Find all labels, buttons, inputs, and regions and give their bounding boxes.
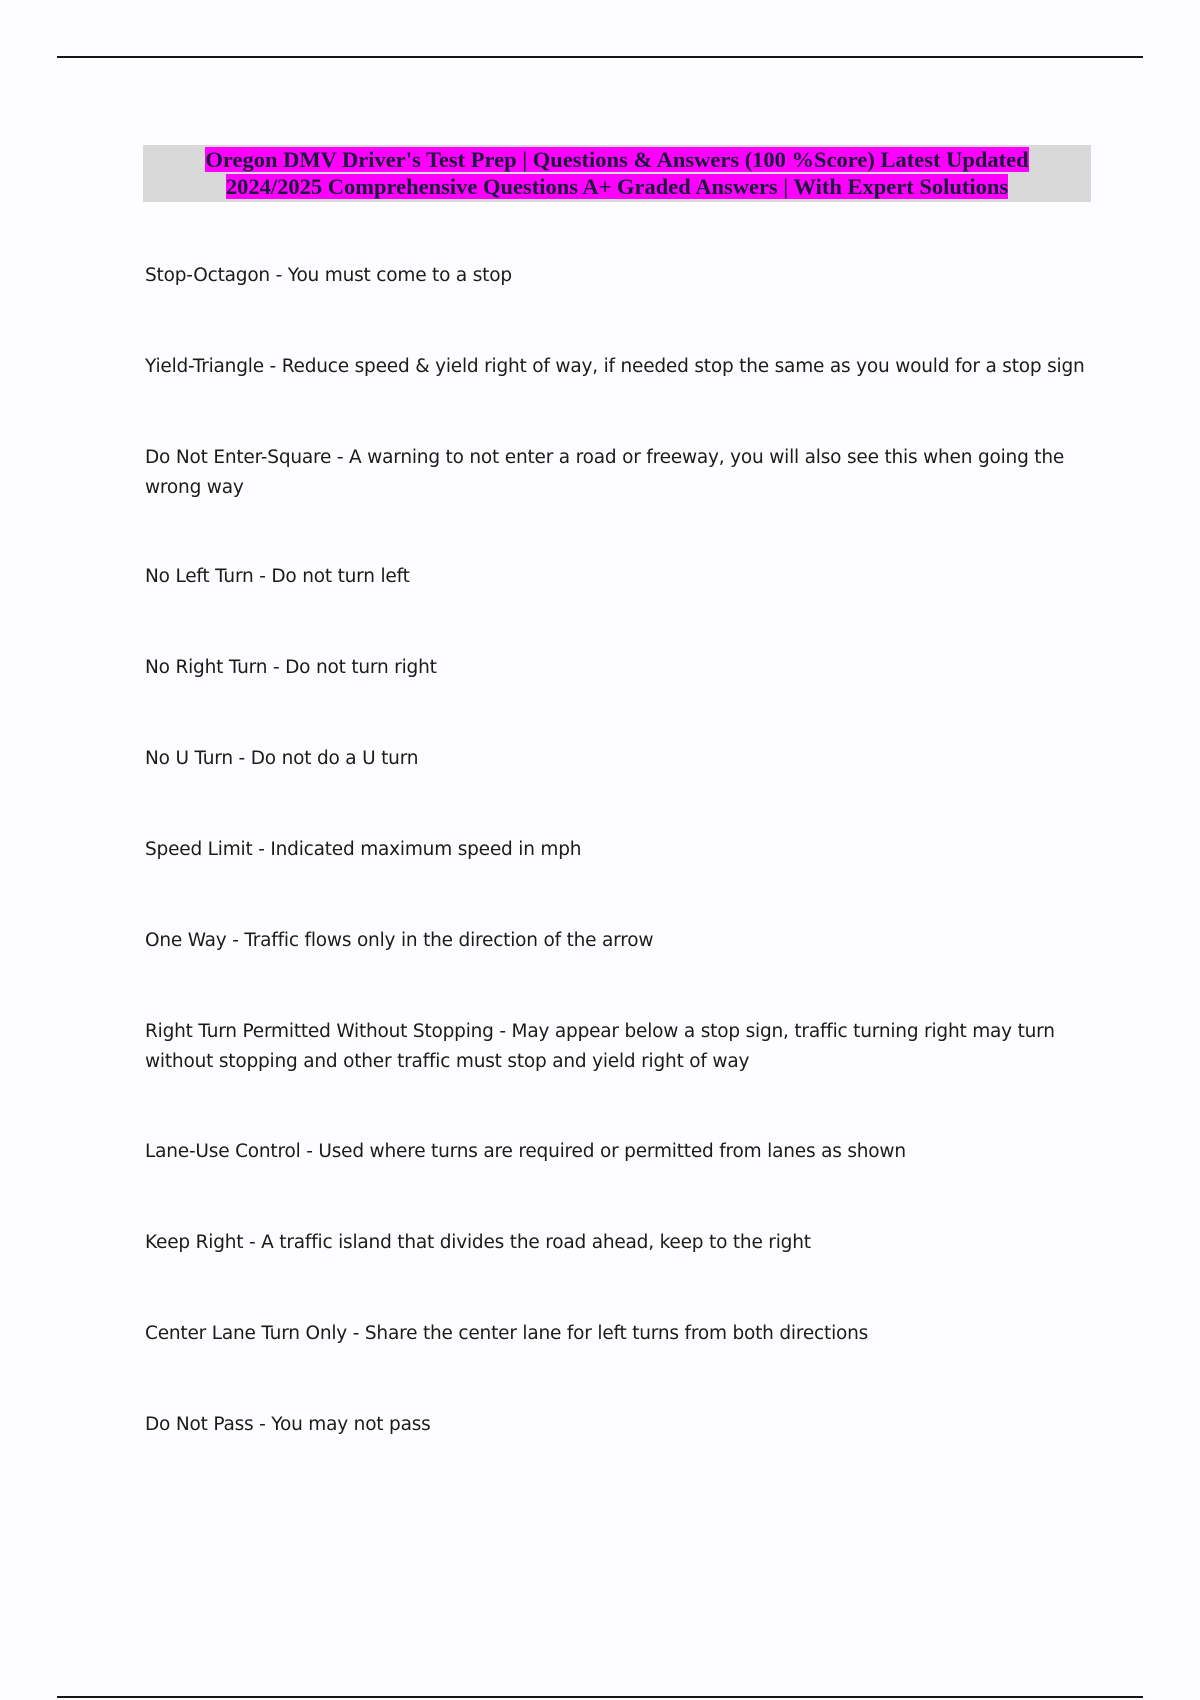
footer-rule — [57, 1696, 1143, 1698]
title-line-1: Oregon DMV Driver's Test Prep | Questions & Answers (100 %Score) Latest Updated — [205, 147, 1029, 172]
header-rule — [57, 56, 1143, 58]
qa-item: Yield-Triangle - Reduce speed & yield right of way, if needed stop the same as you would for a stop sign — [145, 356, 1085, 377]
qa-item: No U Turn - Do not do a U turn — [145, 748, 419, 769]
qa-item: No Left Turn - Do not turn left — [145, 566, 410, 587]
qa-item: Right Turn Permitted Without Stopping - May appear below a stop sign, traffic turning right may turn without stopping and other traffic must stop and yield right of way — [145, 1021, 1055, 1072]
qa-item: Stop-Octagon - You must come to a stop — [145, 265, 512, 286]
title-line-2: 2024/2025 Comprehensive Questions A+ Graded Answers | With Expert Solutions — [225, 173, 1009, 199]
qa-item: Lane-Use Control - Used where turns are required or permitted from lanes as shown — [145, 1141, 906, 1162]
qa-item: No Right Turn - Do not turn right — [145, 657, 437, 678]
qa-item: Speed Limit - Indicated maximum speed in mph — [145, 839, 582, 860]
qa-item: Keep Right - A traffic island that divides the road ahead, keep to the right — [145, 1232, 811, 1253]
document-title — [143, 145, 1091, 202]
qa-item: Center Lane Turn Only - Share the center lane for left turns from both directions — [145, 1323, 869, 1344]
qa-item: One Way - Traffic flows only in the direction of the arrow — [145, 930, 654, 951]
qa-item: Do Not Enter-Square - A warning to not enter a road or freeway, you will also see this when going the wrong way — [145, 447, 1065, 498]
qa-item: Do Not Pass - You may not pass — [145, 1414, 431, 1435]
